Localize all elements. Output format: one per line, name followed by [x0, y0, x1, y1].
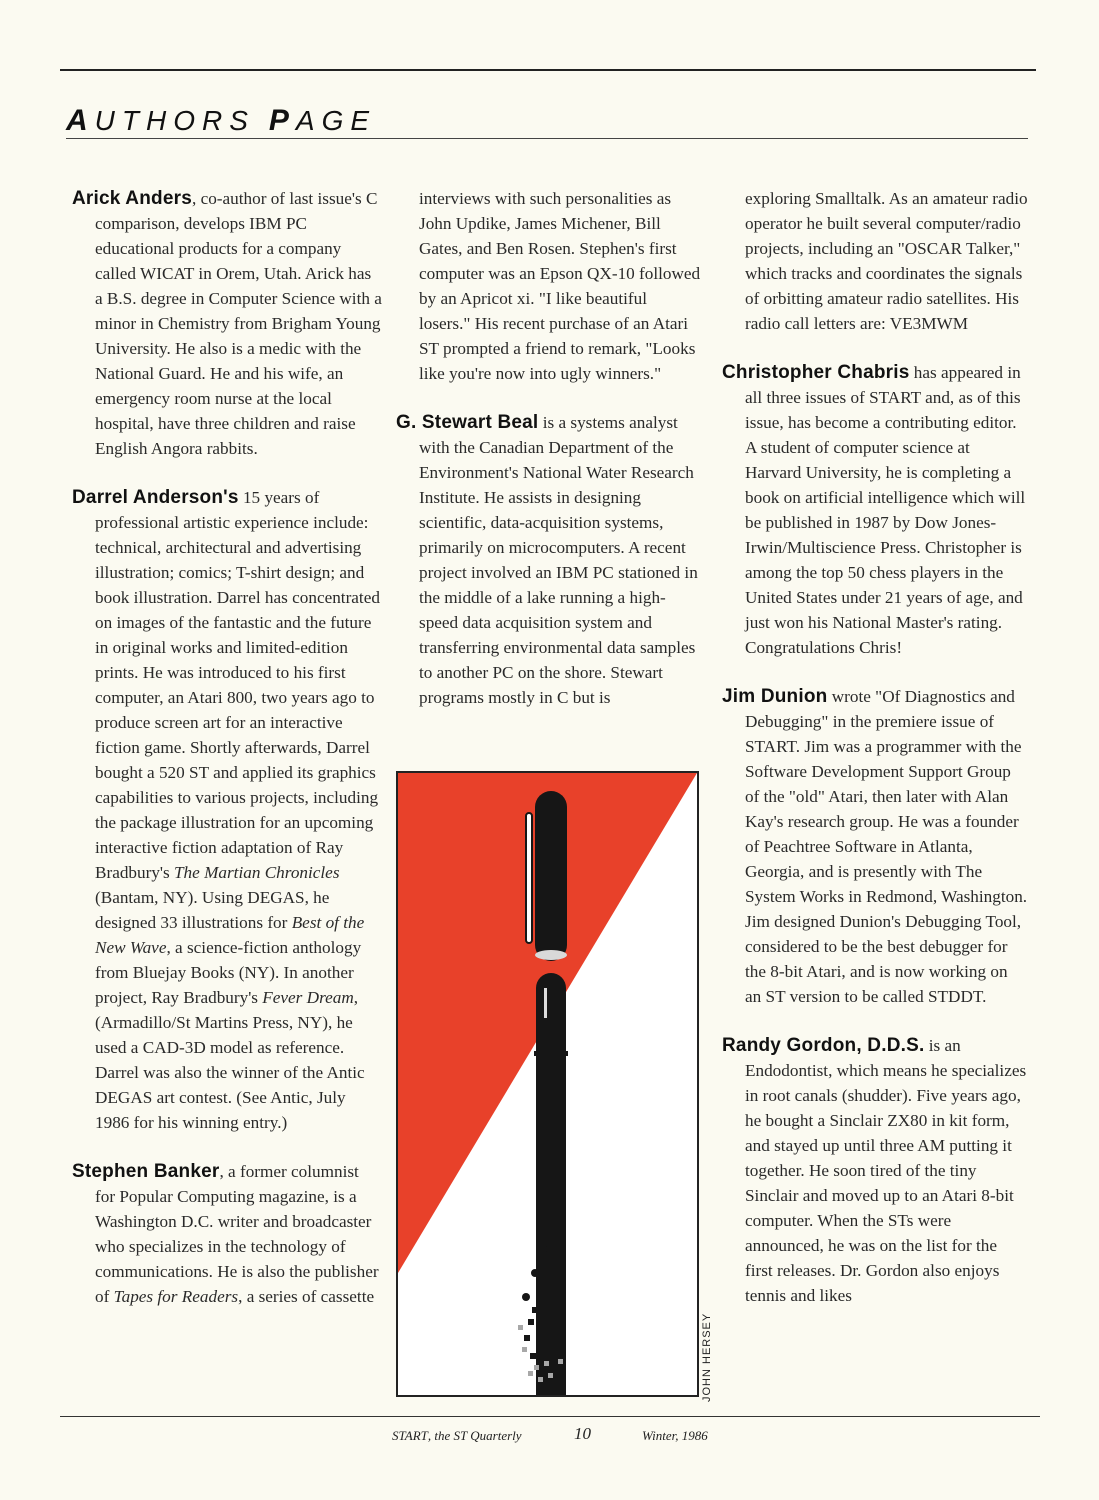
bio-text: (Bantam, NY). Using DEGAS, he designed 33 illustrations for	[95, 888, 330, 932]
ink-drop	[531, 1269, 539, 1277]
footer-page-number: 10	[574, 1424, 591, 1443]
bio-stephen-banker	[72, 1159, 382, 1309]
bio-text: is an Endodontist, which means he specializes in root canals (shudder). Five years ago, he bought a Sinclair ZX80 in kit form, and stayed up until three AM putting it together. He soon tired of the tiny Sinclair and moved up to an Atari 8-bit computer. When the STs were announced, he was on the list for the first releases. Dr. Gordon also enjoys tennis and likes	[745, 1036, 1027, 1305]
bottom-rule	[60, 1416, 1040, 1417]
column-3	[722, 186, 1028, 1332]
bio-text: wrote "Of Diagnostics and Debugging" in the premiere issue of START. Jim was a programmer with the Software Development Support Group of the "old" Atari, then later with Alan Kay's research group. He was a founder of Peachtree Software in Atlanta, Georgia, and is presently with The System Works in Redmond, Washington. Jim designed Dunion's Debugging Tool, considered to be the best debugger for the 8-bit Atari, and is now working on an ST version to be called STDDT.	[745, 687, 1028, 1006]
column-1	[72, 186, 382, 1333]
bio-darrel-anderson	[72, 485, 382, 1135]
author-name: Darrel Anderson's	[72, 487, 239, 508]
bio-randy-gordon	[722, 1033, 1028, 1308]
top-rule	[60, 69, 1036, 71]
illustration-credit: JOHN HERSEY	[701, 1312, 713, 1402]
title-rule	[66, 138, 1028, 139]
bio-text: is a systems analyst with the Canadian Department of the Environment's National Water Research Institute. He assists in designing scientific, data-acquisition systems, primarily on microcomputers. A recent project involved an IBM PC stationed in the middle of a lake running a high-speed data acquisition system and transferring environmental data samples to another PC on the shore. Stewart programs mostly in C but is	[419, 413, 698, 707]
book-title: Fever Dream	[262, 988, 354, 1007]
footer-issue: Winter, 1986	[642, 1428, 708, 1443]
bio-text: has appeared in all three issues of START and, as of this issue, has become a contributing editor. A student of computer science at Harvard University, he is completing a book on artificial intelligence which will be published in 1987 by Dow Jones-Irwin/Multiscience Press. Christopher is among the top 50 chess players in the United States under 21 years of age, and just won his National Master's rating. Congratulations Chris!	[745, 363, 1026, 657]
author-name: Christopher Chabris	[722, 362, 910, 383]
pen-artwork	[398, 773, 697, 1395]
bio-continuation-beal: exploring Smalltalk. As an amateur radio operator he built several computer/radio projects, including an "OSCAR Talker," which tracks and coordinates the signals of orbitting amateur radio satellites. His radio call letters are: VE3MWM	[745, 189, 1028, 333]
bio-text: , a former columnist for Popular Computing magazine, is a Washington D.C. writer and broadcaster who specializes in the technology of communications. He is also the publisher of	[95, 1162, 379, 1306]
book-title: Best of the New Wave	[95, 913, 365, 957]
author-name: G. Stewart Beal	[396, 412, 539, 433]
author-name: Arick Anders	[72, 188, 192, 209]
bio-text: , (Armadillo/St Martins Press, NY), he used a CAD-3D model as reference. Darrel was also the winner of the Antic DEGAS art contest. (See Antic, July 1986 for his winning entry.)	[95, 988, 365, 1132]
pen-cap	[535, 791, 567, 961]
ink-drop	[537, 1244, 547, 1254]
author-name: Stephen Banker	[72, 1161, 220, 1182]
author-name: Jim Dunion	[722, 686, 828, 707]
barrel-cut	[534, 1051, 568, 1056]
publication-title: Tapes for Readers	[113, 1287, 239, 1306]
bio-christopher-chabris	[722, 360, 1028, 660]
column-2	[396, 186, 702, 734]
bio-text: , co-author of last issue's C comparison, develops IBM PC educational products for a company called WICAT in Orem, Utah. Arick has a B.S. degree in Computer Science with a minor in Chemistry from Brigham Young University. He also is a medic with the National Guard. He and his wife, an emergency room nurse at the local hospital, have three children and raise English Angora rabbits.	[95, 189, 382, 458]
bio-jim-dunion	[722, 684, 1028, 1009]
footer-magazine: START, the ST Quarterly	[392, 1428, 522, 1443]
pen-illustration	[396, 771, 699, 1397]
bio-text: , a series of cassette	[238, 1287, 375, 1306]
pen-clip	[526, 813, 532, 943]
cap-highlight	[535, 950, 567, 960]
ink-drop	[522, 1293, 530, 1301]
bio-g-stewart-beal	[396, 410, 702, 710]
bio-continuation-banker: interviews with such personalities as John Updike, James Michener, Bill Gates, and Ben Rosen. Stephen's first computer was an Epson QX-10 followed by an Apricot xi. "I like beautiful losers." His recent purchase of an Atari ST prompted a friend to remark, "Looks like you're now into ugly winners."	[419, 189, 701, 383]
barrel-shine	[544, 988, 547, 1018]
book-title: The Martian Chronicles	[174, 863, 340, 882]
author-name: Randy Gordon, D.D.S.	[722, 1035, 925, 1056]
bio-text: 15 years of professional artistic experience include: technical, architectural and advertising illustration; comics; T-shirt design; and book illustration. Darrel has concentrated on images of the fantastic and the future in original works and limited-edition prints. He was introduced to his first computer, an Atari 800, two years ago to produce screen art for an interactive fiction game. Shortly afterwards, Darrel bought a 520 ST and applied its graphics capabilities to various projects, including the package illustration for an upcoming interactive fiction adaptation of Ray Bradbury's	[95, 488, 380, 882]
page-title: AUTHORS PAGE	[66, 104, 377, 137]
bio-text: , a science-fiction anthology from Bluejay Books (NY). In another project, Ray Bradbury's	[95, 938, 362, 1007]
bio-arick-anders	[72, 186, 382, 461]
